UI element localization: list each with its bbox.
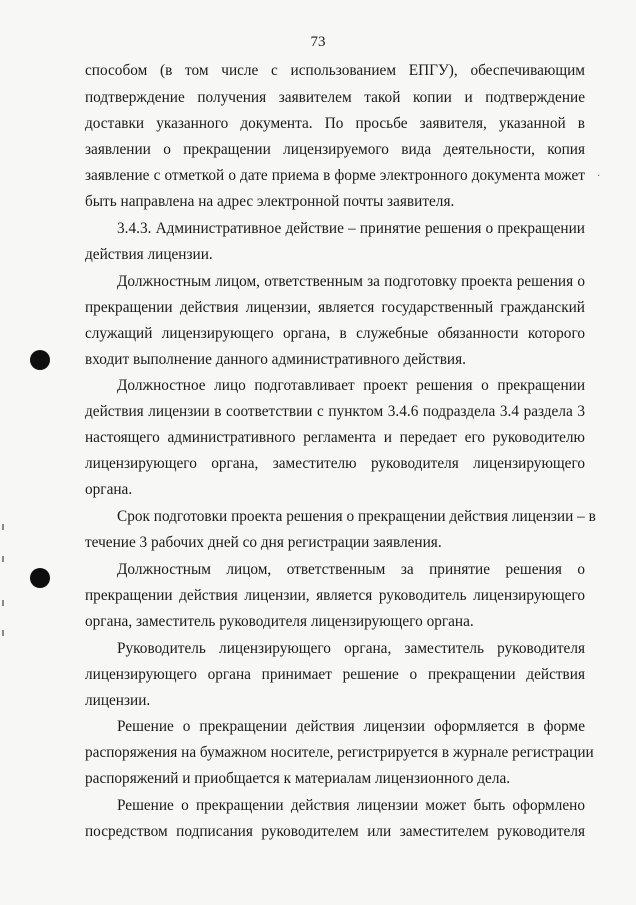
text-line: настоящего административного регламента и передает его руководителю [85,429,585,446]
text-line: Должностное лицо подготавливает проект решения о прекращении [117,377,585,394]
scan-edge-mark [2,600,4,606]
text-line: распоряжения на бумажном носителе, регистрируется в журнале регистрации [85,744,594,761]
text-line: 3.4.3. Административное действие – принятие решения о прекращении [117,220,585,237]
scan-dot: · [597,171,601,182]
text-line: распоряжений и приобщается к материалам лицензионного дела. [85,770,511,787]
text-line: течение 3 рабочих дней со дня регистрации заявления. [85,534,442,551]
text-line: способом (в том числе с использованием ЕПГУ), обеспечивающим [85,62,585,79]
text-line: действия лицензии в соответствии с пунктом 3.4.6 подраздела 3.4 раздела 3 [85,403,585,420]
scan-edge-mark [2,630,4,636]
text-line: Решение о прекращении действия лицензии оформляется в форме [117,718,585,735]
page-number: 73 [310,34,326,50]
text-line: подтверждение получения заявителем такой копии и подтверждение [85,89,585,106]
text-line: лицензирующего органа, заместителю руководителя лицензирующего [85,455,585,472]
text-line: прекращении действия лицензии, является государственный гражданский [85,299,585,316]
text-line: Решение о прекращении действия лицензии может быть оформлено [117,797,585,814]
text-line: доставки указанного документа. По просьбе заявителя, указанной в [85,115,585,132]
scan-edge-mark [2,556,4,562]
punch-hole-lower [30,568,50,588]
text-line: заявление с отметкой о дате приема в форме электронного документа может [85,167,585,184]
text-line: быть направлена на адрес электронной почты заявителя. [85,193,455,210]
text-line: входит выполнение данного административного действия. [85,351,466,368]
text-line: органа, заместитель руководителя лицензирующего органа. [85,613,474,630]
text-line: лицензирующего органа принимает решение о прекращении действия [85,666,585,683]
text-line: заявлении о прекращении лицензируемого вида деятельности, копия [85,141,585,158]
text-line: действия лицензии. [85,246,213,263]
text-line: посредством подписания руководителем или заместителем руководителя [85,823,585,840]
text-line: Должностным лицом, ответственным за подготовку проекта решения о [117,273,585,290]
text-line: органа. [85,481,133,498]
punch-hole-upper [30,350,50,370]
text-line: служащий лицензирующего органа, в служебные обязанности которого [85,325,585,342]
text-line: Руководитель лицензирующего органа, заместитель руководителя [117,640,585,657]
text-line: Срок подготовки проекта решения о прекращении действия лицензии – в [117,508,596,525]
scan-edge-mark [2,524,4,530]
text-line: Должностным лицом, ответственным за принятие решения о [117,561,585,578]
text-line: прекращении действия лицензии, является руководитель лицензирующего [85,587,585,604]
text-line: лицензии. [85,692,151,709]
